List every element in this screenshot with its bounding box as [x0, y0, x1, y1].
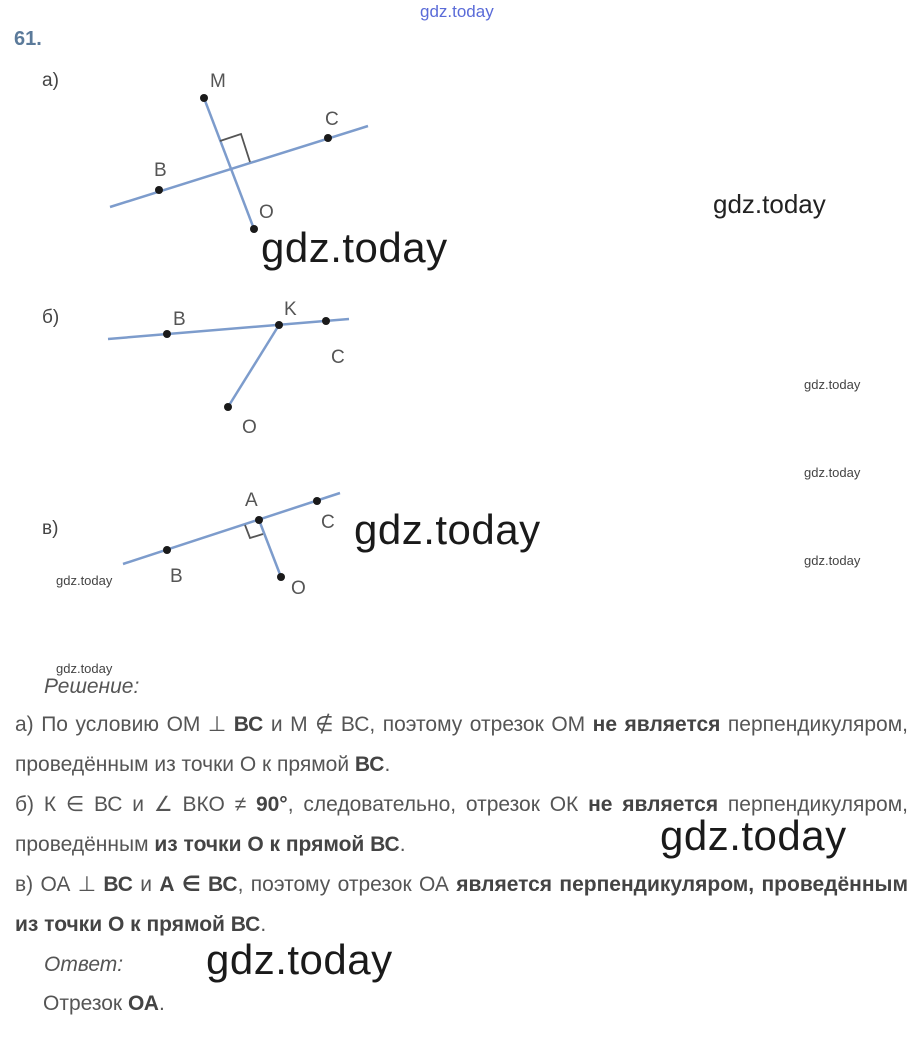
solution-a-bold-3: ВС [354, 753, 385, 776]
label-c-v: C [321, 512, 335, 533]
point-b-b [163, 330, 171, 338]
solution-b-bold-3: из точки О к прямой ВС [154, 833, 400, 856]
right-angle-mark-v [245, 525, 263, 538]
solution-a-text-4: . [384, 753, 391, 776]
answer-text-1: Отрезок [43, 992, 128, 1015]
label-a-v: A [245, 490, 258, 511]
answer-bold: ОА [127, 992, 159, 1015]
solution-v-text-4: . [260, 913, 267, 936]
line-bc-v [123, 493, 340, 564]
point-o-v [277, 573, 285, 581]
solution-b-bold-1: 90° [255, 793, 288, 816]
figure-a-label: а) [42, 70, 59, 91]
point-b-v [163, 546, 171, 554]
point-o-b [224, 403, 232, 411]
solution-b-bold-2: не является [588, 793, 719, 816]
point-b-a [155, 186, 163, 194]
label-o-a: O [259, 202, 274, 223]
watermark-solution-small: gdz.today [56, 661, 113, 676]
watermark-v-big: gdz.today [354, 506, 541, 553]
figure-v-label: в) [42, 518, 59, 539]
solution-b-text-2: , следовательно, отрезок ОК [287, 793, 589, 816]
label-o-b: O [242, 417, 257, 438]
label-c-a: C [325, 109, 339, 130]
solution-v-text-1: в) ОА ⊥ [15, 873, 104, 896]
solution-b-text-3: перпендикуляром, проведённым [15, 793, 908, 856]
solution-a-text-2: и М ∉ ВС, поэтому отрезок ОМ [263, 713, 593, 736]
solution-b-text-1: б) К ∈ ВС и ∠ ВКО ≠ [15, 793, 256, 816]
solution-a-bold-2: не является [592, 713, 721, 736]
solution-heading: Решение: [44, 675, 140, 698]
label-k-b: K [284, 299, 297, 320]
solution-a-text-3: перпендикуляром, проведённым из точки О к прямой [15, 713, 908, 776]
point-c-b [322, 317, 330, 325]
watermark-b-right: gdz.today [804, 377, 861, 392]
line-bc-b [108, 319, 349, 339]
solution-part-a [15, 705, 908, 785]
point-k-b [275, 321, 283, 329]
label-b-a: B [154, 160, 167, 181]
watermark-b-text-big: gdz.today [660, 812, 847, 859]
figure-b-label: б) [42, 307, 60, 328]
watermark-answer-big: gdz.today [206, 936, 393, 983]
label-b-b: B [173, 309, 186, 330]
figure-b [108, 299, 349, 438]
label-c-b: C [331, 347, 345, 368]
point-m-a [200, 94, 208, 102]
problem-number: 61. [14, 28, 42, 50]
answer-text-2: . [158, 992, 165, 1015]
answer-text [43, 984, 643, 1024]
watermark-top: gdz.today [420, 2, 494, 21]
label-m-a: M [210, 71, 226, 92]
point-c-v [313, 497, 321, 505]
solution-a-bold-1: ВС [233, 713, 264, 736]
segment-oa-v [259, 520, 281, 577]
solution-v-text-2: и [132, 873, 160, 896]
solution-v-bold-2: А ∈ ВС [159, 873, 238, 896]
label-b-v: B [170, 566, 183, 587]
watermark-a-big: gdz.today [261, 224, 448, 271]
point-a-v [255, 516, 263, 524]
figure-a [110, 71, 368, 233]
watermark-v-left: gdz.today [56, 573, 113, 588]
solution-v-bold-3: является перпендикуляром, проведённым из точки О к прямой ВС [15, 873, 908, 936]
segment-ok-b [228, 325, 279, 407]
watermark-a-right: gdz.today [713, 189, 826, 219]
figure-v [123, 490, 340, 599]
right-angle-mark-a [220, 134, 250, 162]
label-o-v: O [291, 578, 306, 599]
watermark-v-right: gdz.today [804, 553, 861, 568]
solution-v-text-3: , поэтому отрезок ОА [237, 873, 457, 896]
answer-heading: Ответ: [44, 953, 124, 976]
watermark-mid-right: gdz.today [804, 465, 861, 480]
solution-v-bold-1: ВС [103, 873, 133, 896]
point-o-a [250, 225, 258, 233]
solution-a-text-1: а) По условию ОМ ⊥ [15, 713, 234, 736]
solution-b-text-4: . [399, 833, 406, 856]
point-c-a [324, 134, 332, 142]
solution-part-v [15, 865, 908, 945]
